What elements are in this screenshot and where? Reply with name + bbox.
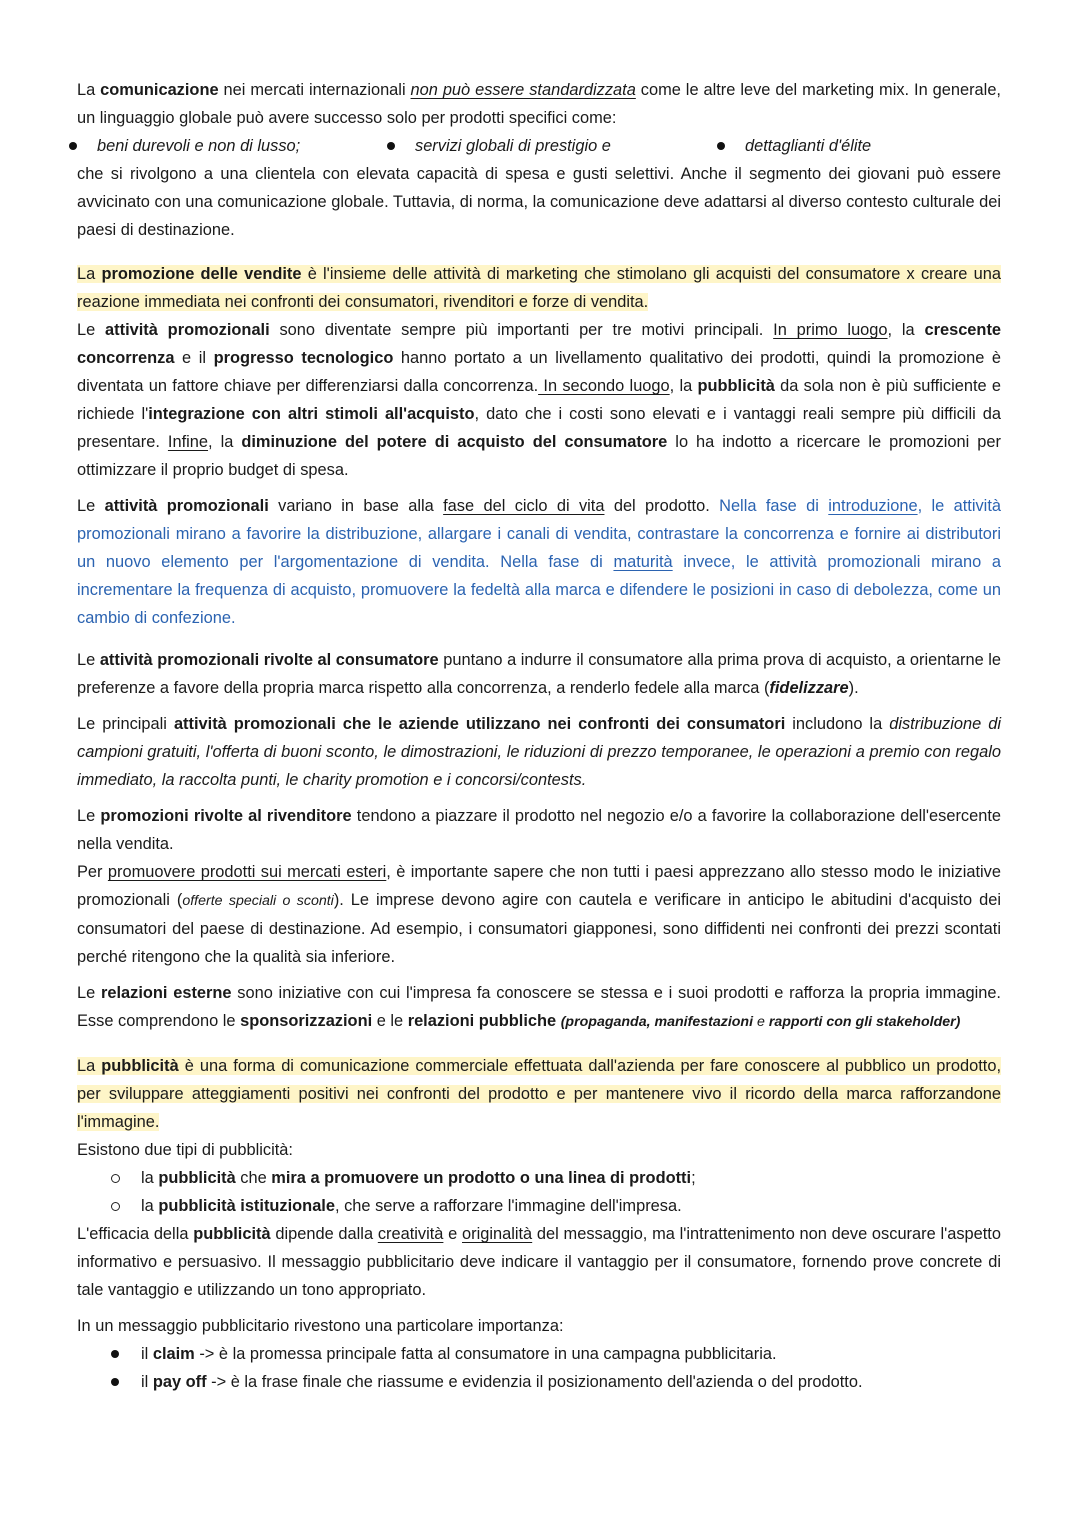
paragraph-rivenditore: Le promozioni rivolte al rivenditore tendono a piazzare il prodotto nel negozio e/o a favorire la collaborazione dell'esercente nella vendita. [77, 807, 1002, 853]
circle-bullet-icon [111, 1202, 120, 1211]
paragraph-ciclo-vita: Le attività promozionali variano in base alla fase del ciclo di vita del prodotto. Nella fase di introduzione, le attività promozionali mirano a favorire la distribuzione, allargare i canali di vendita, contrastare la concorrenza e fornire ai distributori un nuovo elemento per l'argomentazione di vendita. Nella fase di maturità invece, le attività promozionali mirano a incrementare la frequenza di acquisto, promuovere la fedeltà alla marca e difendere le posizioni in caso di debolezza, come un cambio di confezione. [77, 497, 1001, 627]
paragraph-principali-attivita: Le principali attività promozionali che le aziende utilizzano nei confronti dei consumatori includono la distribuzione di campioni gratuiti, l'offerta di buoni sconto, le dimostrazioni, le riduzioni di prezzo temporanee, le operazioni a premio con regalo immediato, la raccolta punti, le charity promotion e i concorsi/contests. [77, 715, 1001, 789]
term-promozione-vendite: promozione delle vendite [101, 265, 302, 283]
bullet-item: dettaglianti d'élite [717, 132, 871, 160]
list-item: il claim -> è la promessa principale fatta al consumatore in una campagna pubblicitaria. [77, 1340, 1001, 1368]
bullet-dot-icon [111, 1378, 119, 1386]
paragraph-tipi-intro: Esistono due tipi di pubblicità: [77, 1141, 293, 1159]
bullet-row-prodotti [69, 132, 1001, 160]
paragraph-relazioni-esterne: Le relazioni esterne sono iniziative con cui l'impresa fa conoscere se stessa e i suoi prodotti e rafforza la propria immagine. Esse comprendono le sponsorizzazioni e le relazioni pubbliche (propaganda, manifestazioni e rapporti con gli stakeholder) [77, 984, 1001, 1030]
bullet-dot-icon [69, 142, 77, 150]
list-elementi-messaggio [77, 1340, 1001, 1396]
paragraph-efficacia: L'efficacia della pubblicità dipende dalla creatività e originalità del messaggio, ma l'intrattenimento non deve oscurare l'aspetto informativo e persuasivo. Il messaggio pubblicitario deve indicare il vantaggio per il consumatore, fornendo prove concrete di tale vantaggio e utilizzando un tono appropriato. [77, 1225, 1001, 1299]
paragraph-pubblicita-definizione: La pubblicità è una forma di comunicazione commerciale effettuata dall'azienda per fare conoscere al pubblico un prodotto, per sviluppare atteggiamenti positivi nei confronti del prodotto e per mantenere vivo il ricordo della marca rafforzandone l'immagine. [77, 1057, 1001, 1131]
circle-bullet-icon [111, 1174, 120, 1183]
paragraph-promozione-definizione: La promozione delle vendite è l'insieme delle attività di marketing che stimolano gli acquisti del consumatore x creare una reazione immediata nei confronti dei consumatori, rivenditori e forze di vendita. [77, 265, 1001, 311]
bullet-dot-icon [717, 142, 725, 150]
paragraph-messaggio-intro: In un messaggio pubblicitario rivestono una particolare importanza: [77, 1317, 564, 1335]
bullet-dot-icon [111, 1350, 119, 1358]
list-item: la pubblicità che mira a promuovere un prodotto o una linea di prodotti; [77, 1164, 1001, 1192]
paragraph-comunicazione: La comunicazione nei mercati internazionali non può essere standardizzata come le altre leve del marketing mix. In generale, un linguaggio globale può avere successo solo per prodotti specifici come: [77, 81, 1001, 127]
paragraph-consumatore: Le attività promozionali rivolte al consumatore puntano a indurre il consumatore alla prima prova di acquisto, a orientarne le preferenze a favore della propria marca rispetto alla concorrenza, a renderlo fedele alla marca (fidelizzare). [77, 651, 1002, 697]
term-comunicazione: comunicazione [100, 81, 219, 99]
paragraph-clientela: che si rivolgono a una clientela con elevata capacità di spesa e gusti selettivi. Anche il segmento dei giovani può essere avvicinato con una comunicazione globale. Tuttavia, di norma, la comunicazione deve adattarsi al diverso contesto culturale dei paesi di destinazione. [77, 165, 1001, 239]
list-item: il pay off -> è la frase finale che riassume e evidenzia il posizionamento dell'azienda o del prodotto. [77, 1368, 1001, 1396]
paragraph-mercati-esteri: Per promuovere prodotti sui mercati esteri, è importante sapere che non tutti i paesi apprezzano allo stesso modo le iniziative promozionali (offerte speciali o sconti). Le imprese devono agire con cautela e verificare in anticipo le abitudini d'acquisto dei consumatori del paese di destinazione. Ad esempio, i consumatori giapponesi, sono diffidenti nei confronti dei prezzi scontati perché ritengono che la qualità sia inferiore. [77, 863, 1001, 966]
list-item: la pubblicità istituzionale, che serve a rafforzare l'immagine dell'impresa. [77, 1192, 1001, 1220]
bullet-item: servizi globali di prestigio e [387, 132, 711, 160]
blue-note: Nella fase di introduzione, le attività promozionali mirano a favorire la distribuzione, allargare i canali di vendita, contrastare la concorrenza e fornire ai distributori un nuovo elemento per l'argomentazione di vendita. Nella fase di maturità invece, le attività promozionali mirano a incrementare la frequenza di acquisto, promuovere la fedeltà alla marca e difendere le posizioni in caso di debolezza, come un cambio di confezione. [77, 497, 1001, 627]
bullet-dot-icon [387, 142, 395, 150]
list-tipi-pubblicita [77, 1164, 1001, 1220]
term-pubblicita: pubblicità [101, 1057, 179, 1075]
paragraph-motivi: Le attività promozionali sono diventate sempre più importanti per tre motivi principali. In primo luogo, la crescente concorrenza e il progresso tecnologico hanno portato a un livellamento qualitativo dei prodotti, quindi la promozione è diventata un fattore chiave per differenziarsi dalla concorrenza. In secondo luogo, la pubblicità da sola non è più sufficiente e richiede l'integrazione con altri stimoli all'acquisto, dato che i costi sono elevati e i vantaggi reali sempre più difficili da presentare. Infine, la diminuzione del potere di acquisto del consumatore lo ha indotto a ricercare le promozioni per ottimizzare il proprio budget di spesa. [77, 321, 1002, 479]
bullet-item: beni durevoli e non di lusso; [69, 132, 381, 160]
underlined-standardizzata: non può essere standardizzata [410, 81, 636, 99]
